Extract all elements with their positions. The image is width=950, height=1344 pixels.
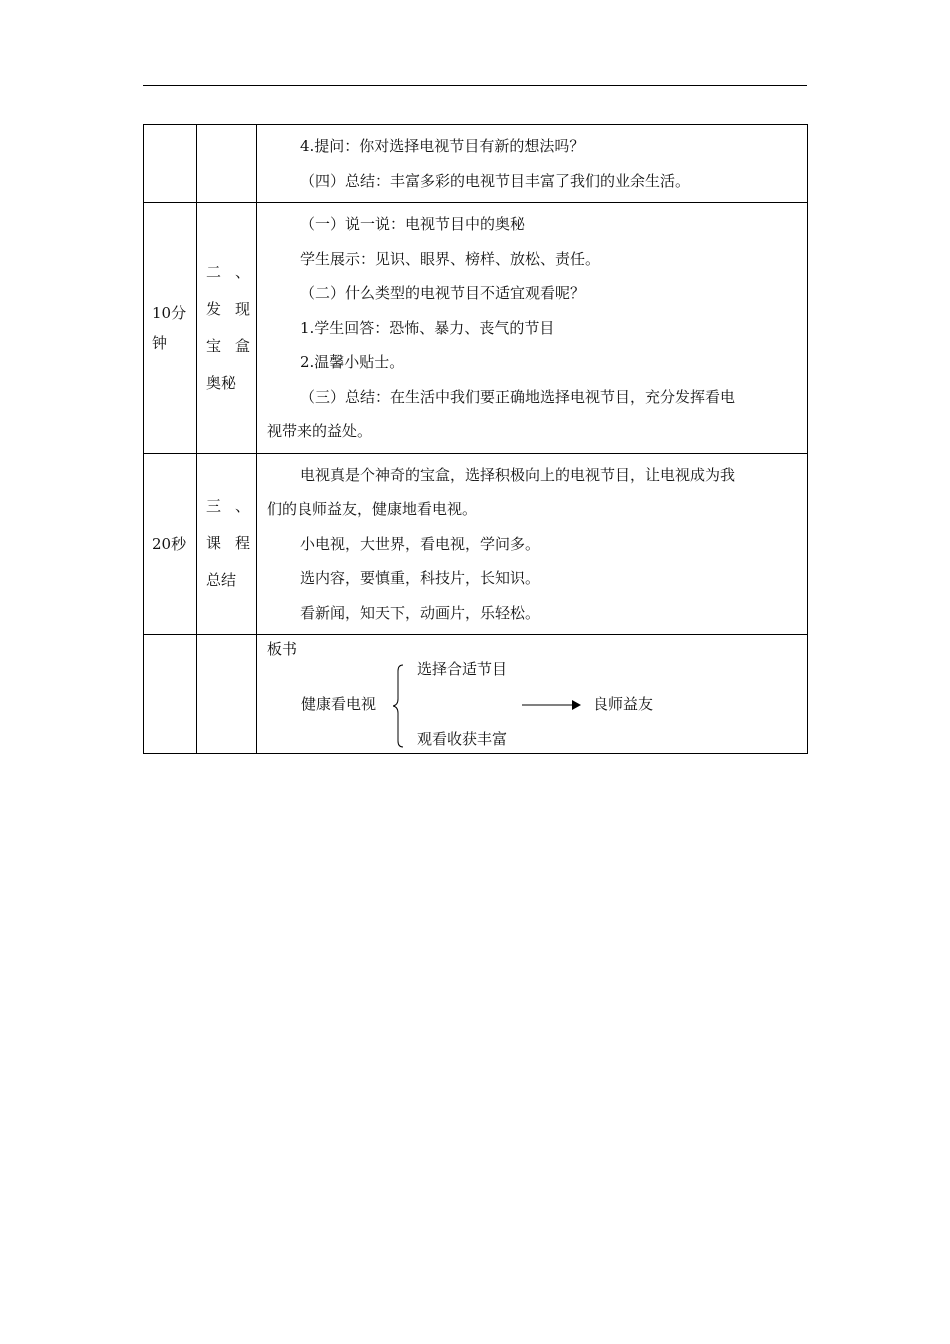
content-line: 电视真是个神奇的宝盒，选择积极向上的电视节目，让电视成为我 — [300, 465, 736, 484]
step-text: 总结 — [206, 571, 237, 590]
lesson-plan-table — [143, 124, 808, 754]
table-row — [144, 453, 808, 635]
step-text: 课 程 — [206, 534, 250, 553]
content-line: 4.提问：你对选择电视节目有新的想法吗？ — [300, 137, 585, 155]
content-line: 选内容，要慎重，科技片，长知识。 — [300, 569, 541, 587]
time-text: 钟 — [152, 333, 168, 352]
content-line: 1.学生回答：恐怖、暴力、丧气的节目 — [300, 318, 555, 337]
content-line: （一）说一说：电视节目中的奥秘 — [300, 215, 526, 233]
time-cell — [144, 453, 197, 635]
time-cell — [144, 203, 197, 454]
table-row — [144, 635, 808, 754]
table-row — [144, 203, 808, 454]
step-text: 二 、 — [206, 262, 250, 281]
step-text: 发 现 — [206, 299, 250, 318]
board-root: 健康看电视 — [301, 695, 377, 713]
step-cell — [197, 635, 257, 754]
content-line: （四）总结：丰富多彩的电视节目丰富了我们的业余生活。 — [300, 171, 691, 190]
board-cell — [257, 635, 808, 754]
step-cell — [197, 125, 257, 203]
content-line: 视带来的益处。 — [267, 422, 373, 440]
content-line: 2.温馨小贴士。 — [300, 353, 405, 371]
step-text: 奥秘 — [206, 373, 237, 392]
time-cell — [144, 125, 197, 203]
board-title: 板书 — [267, 640, 298, 658]
blackboard-summary — [257, 635, 807, 747]
content-line: （三）总结：在生活中我们要正确地选择电视节目，充分发挥看电 — [300, 387, 736, 406]
step-cell — [197, 203, 257, 454]
content-cell — [257, 125, 808, 203]
header-rule — [143, 85, 807, 86]
board-branch-top: 选择合适节目 — [417, 660, 508, 678]
board-branch-bottom: 观看收获丰富 — [417, 730, 508, 748]
content-line: 学生展示：见识、眼界、榜样、放松、责任。 — [300, 249, 601, 268]
board-result: 良师益友 — [593, 695, 654, 713]
time-text: 20秒 — [152, 534, 187, 553]
time-text: 10分 — [152, 303, 187, 322]
brace-icon — [393, 663, 413, 749]
content-cell — [257, 203, 808, 454]
content-cell — [257, 453, 808, 635]
step-text: 宝 盒 — [206, 336, 250, 355]
content-line: 小电视，大世界，看电视，学问多。 — [300, 534, 541, 553]
arrow-right-icon — [522, 699, 582, 711]
step-text: 三 、 — [206, 497, 250, 516]
content-line: （二）什么类型的电视节目不适宜观看呢？ — [300, 284, 586, 302]
content-line: 看新闻，知天下，动画片，乐轻松。 — [300, 603, 541, 622]
step-cell — [197, 453, 257, 635]
time-cell — [144, 635, 197, 754]
table-row — [144, 125, 808, 203]
content-line: 们的良师益友，健康地看电视。 — [267, 500, 478, 518]
